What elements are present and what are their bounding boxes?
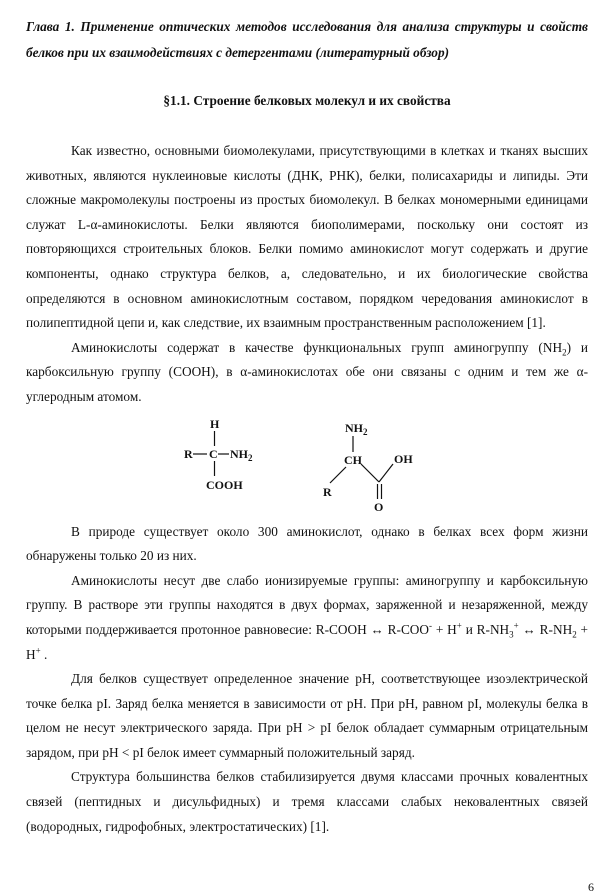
amino-acid-formula-left [184, 417, 253, 492]
section-title: §1.1. Строение белковых молекул и их свойства [163, 93, 451, 108]
left-nh2-group: $NH_2$ [230, 446, 253, 463]
paragraph-ionizable-groups: Аминокислоты несут две слабо ионизируемые группы: аминогруппу и карбоксильную группу. В растворе эти группы находятся в двух формах, заряженной и незаряженной, между которыми поддерживается протонное равновесие: R-COOH ↔ R-COO- + H+ и $R-NH_3^+$ ↔ $R-NH_2 + H^+$ . [26, 572, 589, 662]
paragraph-intro: Как известно, основными биомолекулами, присутствующими в клетках и тканях высших животных, являются нуклеиновые кислоты (ДНК, РНК), белки, полисахариды и липиды. Эти сложные макромолекулы построены из простых биомолекул. В белках мономерными единицами служат L-α-аминокислоты. Белки являются биополимерами, поскольку они состоят из повторяющихся строительных блоков. Белки помимо аминокислот могут содержать и другие компоненты, однако структура белков, а, следовательно, и их биологические свойства определяются в основном аминокислотным составом, порядком чередования аминокислот в полипептидной цепи и, как следствие, их взаимным пространственным расположением [1]. [26, 143, 588, 331]
paragraph-natural-amino-acids: В природе существует около 300 аминокислот, однако в белках всех форм жизни обнаружены только 20 из них. [26, 523, 588, 564]
left-h-atom: H [210, 416, 220, 431]
chapter-title: Глава 1. Применение оптических методов исследования для анализа структуры и свойств белков при их взаимодействиях с детергентами (литературный обзор) [26, 19, 588, 60]
page-number: 6 [588, 880, 594, 894]
structural-formulas [26, 414, 588, 516]
amino-acid-formula-right [323, 421, 413, 514]
amino-acid-structures-figure [26, 414, 588, 516]
left-r-group: R [184, 446, 193, 461]
right-oh-group: OH [394, 451, 413, 466]
right-r-group: R [323, 484, 332, 499]
left-c-atom: C [209, 446, 218, 461]
paragraph-isoelectric-point: Для белков существует определенное значение pH, соответствующее изоэлектрической точке белка pI. Заряд белка меняется в зависимости от pH. При pH, равном pI, молекулы белка в целом не несут электрического заряда. При pH > pI белок обладает суммарным отрицательным зарядом, при pH < pI белок имеет суммарный положительный заряд. [26, 671, 588, 760]
paragraph-functional-groups: Аминокислоты содержат в качестве функциональных групп аминогруппу $(NH_2)$ и карбоксильную группу (COOH), в α-аминокислотах обе они связаны с одним и тем же α-углеродным атомом. [26, 339, 588, 404]
paragraph-stabilizing-bonds: Структура большинства белков стабилизируется двумя классами прочных ковалентных связей (пептидных и дисульфидных) и тремя классами слабых нековалентных связей (водородных, гидрофобных, электростатических) [1]. [26, 769, 588, 834]
left-cooh-group: COOH [206, 477, 243, 492]
right-o-atom: O [374, 499, 384, 514]
document-body [26, 139, 588, 839]
right-nh2-group: $NH_2$ [345, 420, 368, 437]
right-ch-group: CH [344, 452, 362, 467]
